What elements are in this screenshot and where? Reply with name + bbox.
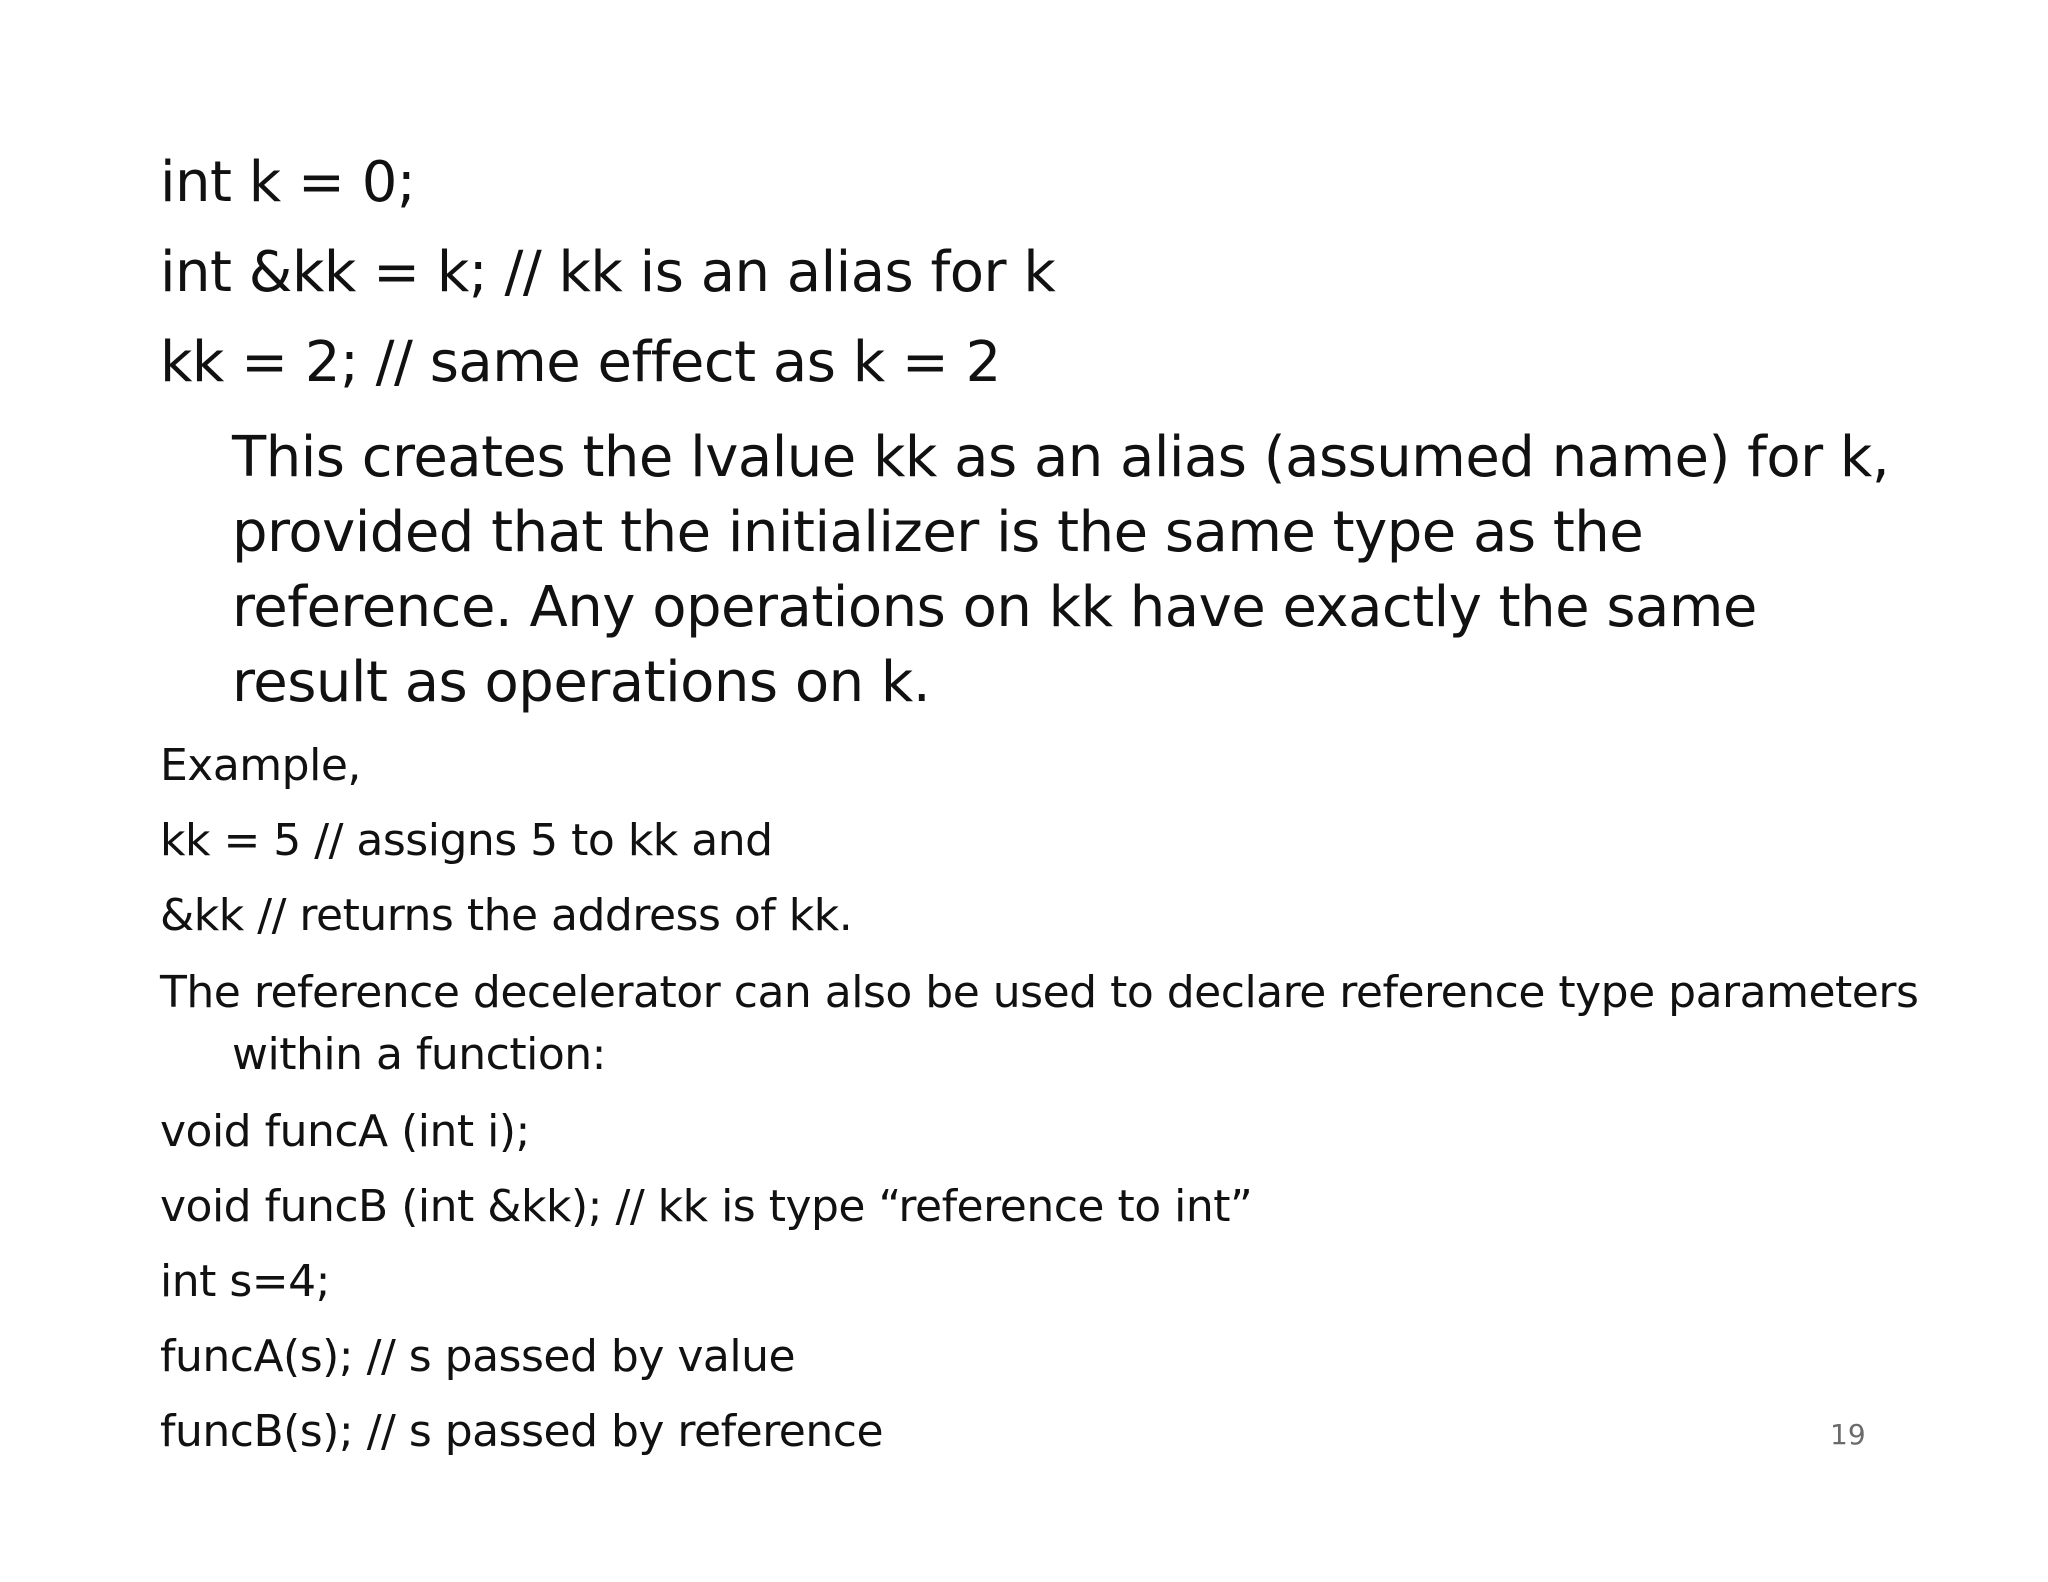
- code-line-int-s: int s=4;: [160, 1256, 330, 1307]
- example-line-assign: kk = 5 // assigns 5 to kk and: [160, 815, 773, 866]
- code-line-funcB-call: funcB(s); // s passed by reference: [160, 1406, 884, 1457]
- page-number: 19: [1830, 1418, 1866, 1451]
- example-line-address: &kk // returns the address of kk.: [160, 890, 853, 941]
- alias-explanation-paragraph: This creates the lvalue kk as an alias (assumed name) for k, provided that the initializer is the same type as the reference. Any operations on kk have exactly the same result as operations on k.: [232, 425, 1890, 715]
- code-line-alias-kk: int &kk = k; // kk is an alias for k: [160, 240, 1056, 305]
- example-label: Example,: [160, 740, 361, 791]
- code-line-funcA-decl: void funcA (int i);: [160, 1106, 530, 1157]
- reference-declarator-note: The reference decelerator can also be used to declare reference type parameters within a function:: [160, 967, 1919, 1080]
- code-line-assign-kk: kk = 2; // same effect as k = 2: [160, 330, 1001, 395]
- code-line-int-k: int k = 0;: [160, 150, 416, 215]
- code-line-funcA-call: funcA(s); // s passed by value: [160, 1331, 796, 1382]
- code-line-funcB-decl: void funcB (int &kk); // kk is type “reference to int”: [160, 1181, 1253, 1232]
